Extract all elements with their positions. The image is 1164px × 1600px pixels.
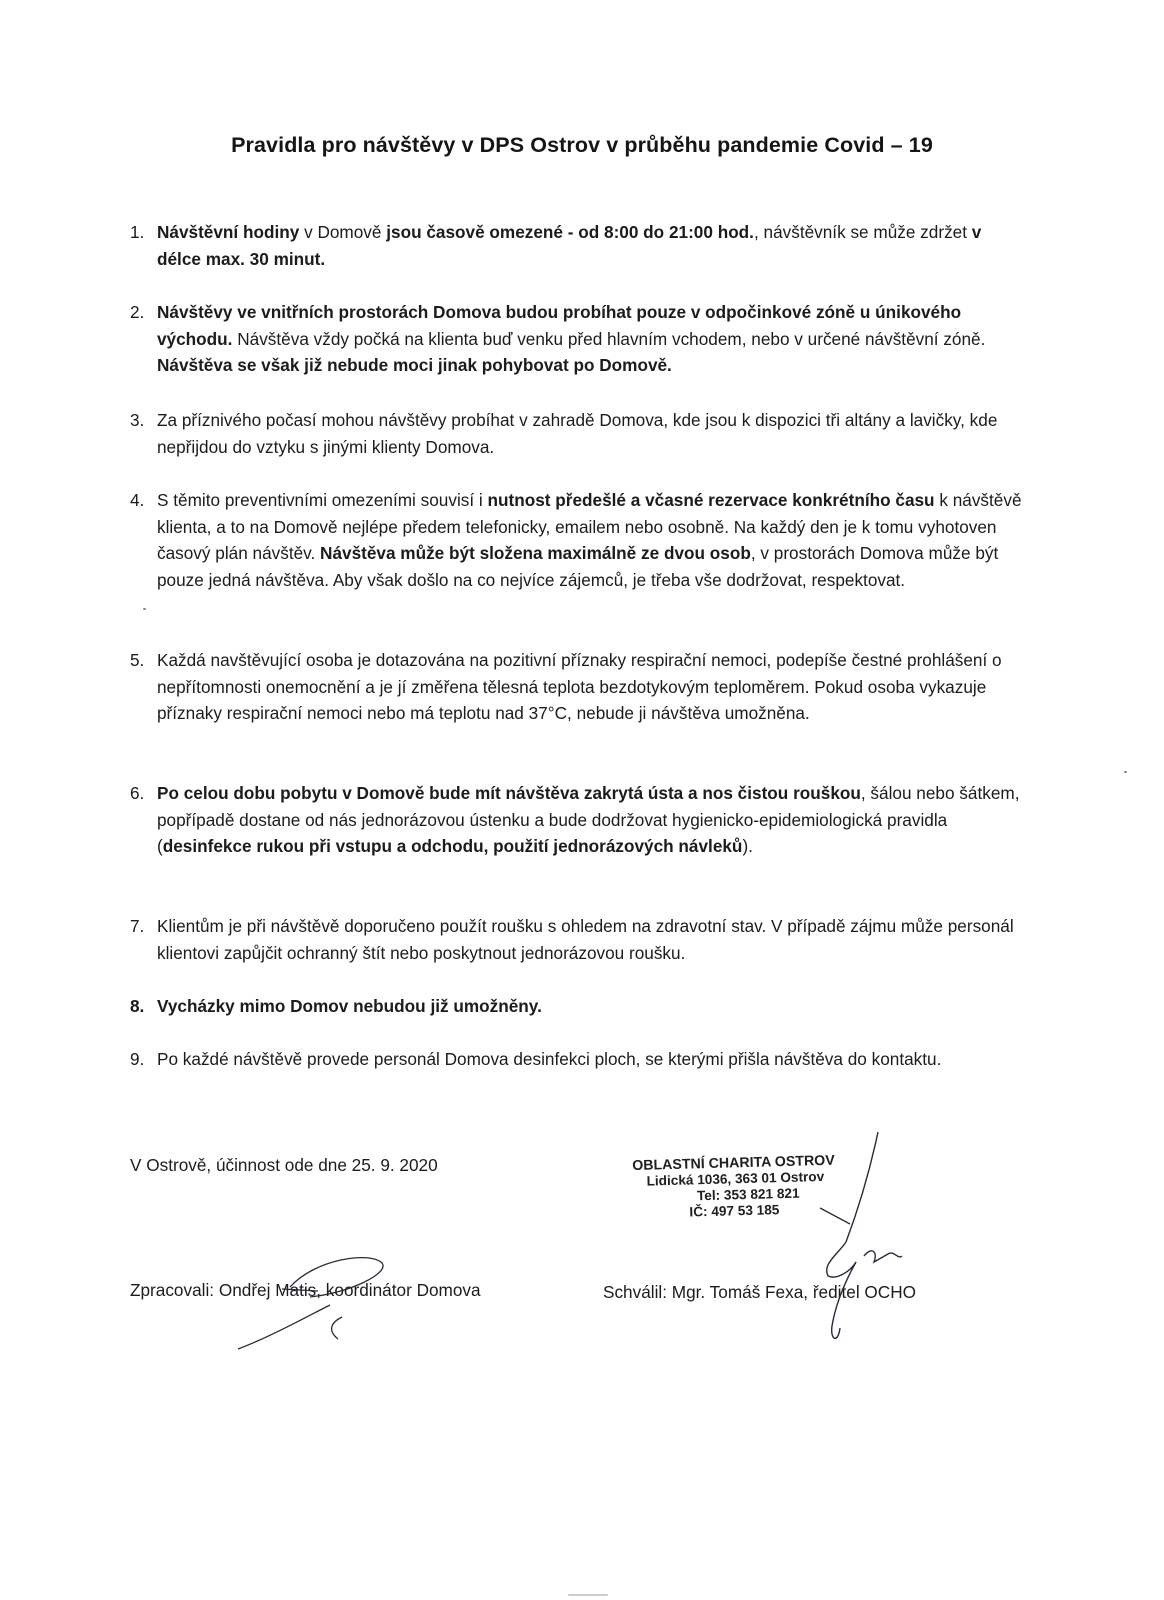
rule-item-3 [130,407,1030,460]
text-segment: , v prostorách Domova může být pouze jedná návštěva. Aby však došlo na co nejvíce zájemců, je třeba vše dodržovat, respektovat. [157,543,999,591]
rule-text [157,993,1030,1020]
text-segment: Každá navštěvující osoba je dotazována na pozitivní příznaky respirační nemoci, podepíše čestné prohlášení o nepřítomnosti onemocnění a je jí změřena tělesná teplota bezdotykovým teploměrem. Pokud osoba vykazuje příznaky respirační nemoci nebo má teplotu nad 37°C, nebude ji návštěva umožněna. [157,650,1002,724]
text-segment: , návštěvník se může zdržet [753,222,972,242]
stamp-phone: Tel: 353 821 821 [696,1185,800,1204]
rule-text [157,407,1030,460]
rule-item-1 [130,219,1030,272]
text-segment: S těmito preventivními omezeními souvisí i [157,490,488,510]
rule-item-4 [130,487,1030,594]
rule-number: 4. [130,490,145,510]
rule-text [157,299,1030,379]
text-segment: Klientům je při návštěvě doporučeno použít roušku s ohledem na zdravotní stav. V případě zájmu může personál klientovi zapůjčit ochranný štít nebo poskytnout jednorázovou roušku. [157,916,1014,963]
bold-text: Návštěva může být složena maximálně ze dvou osob [320,543,751,564]
stamp-org-name: OBLASTNÍ CHARITA OSTROV [632,1152,835,1174]
rule-text [157,1046,1030,1073]
rule-item-5 [130,647,1030,727]
rule-number: 6. [130,783,145,803]
bold-text: Vycházky mimo Domov nebudou již umožněny. [157,996,542,1016]
rule-text [157,647,1030,727]
rule-number: 5. [130,650,145,670]
stamp-address: Lidická 1036, 363 01 Ostrov [646,1168,825,1189]
rule-number: 2. [130,302,145,322]
bold-text: Návštěvní hodiny [157,222,300,242]
scan-speck [1124,771,1127,773]
bold-text: desinfekce rukou při vstupu a odchodu, použití jednorázových návleků [162,836,743,857]
text-segment: Po každé návštěvě provede personál Domova desinfekci ploch, se kterými přišla návštěva do kontaktu. [157,1049,942,1069]
rule-item-9 [130,1046,1030,1073]
text-segment: ). [742,836,753,857]
rule-item-6 [130,780,1030,860]
bold-text: Návštěva se však již nebude moci jinak pohybovat po Domově. [157,355,672,376]
rule-text [157,487,1030,594]
bold-text: nutnost předešlé a včasné rezervace konkrétního času [487,490,935,510]
rule-item-2 [130,299,1030,379]
text-segment: Návštěva vždy počká na klienta buď venku před hlavním vchodem, nebo v určené návštěvní zóně. [232,328,986,349]
rule-item-8 [130,993,1030,1020]
scan-speck [568,1594,608,1596]
rule-text [157,780,1030,860]
prepared-by-text: Zpracovali: Ondřej Matis, koordinátor Domova [130,1280,481,1300]
director-signature [780,1130,920,1350]
approved-by-text: Schválil: Mgr. Tomáš Fexa, ředitel OCHO [603,1282,916,1302]
rule-number: 3. [130,410,145,430]
text-segment: , šálou nebo šátkem, popřípadě dostane od nás jednorázovou ústenku a bude dodržovat hygienicko-epidemiologická pravidla ( [157,783,1020,857]
text-segment: v Domově [299,222,387,242]
preparer-signature [230,1245,400,1355]
bold-text: Návštěvy ve vnitřních prostorách Domova budou probíhat pouze v odpočinkové zóně u únikového východu. [157,302,962,349]
scan-speck [143,608,146,610]
effective-date-text: V Ostrově, účinnost ode dne 25. 9. 2020 [130,1155,438,1175]
stamp-company-id: IČ: 497 53 185 [689,1202,780,1220]
text-segment: Za příznivého počasí mohou návštěvy probíhat v zahradě Domova, kde jsou k dispozici tři altány a lavičky, kde nepřijdou do vztyku s jinými klienty Domova. [157,410,998,457]
rule-text [157,219,1030,272]
rule-number: 7. [130,916,145,936]
rule-number: 1. [130,222,145,242]
document-title: Pravidla pro návštěvy v DPS Ostrov v průběhu pandemie Covid – 19 [231,133,933,157]
rule-text [157,913,1030,966]
rule-number: 9. [130,1049,145,1069]
bold-text: v délce max. 30 minut. [157,222,982,269]
rule-number: 8. [130,996,145,1016]
bold-text: jsou časově omezené - od 8:00 do 21:00 hod. [386,222,754,242]
bold-text: Po celou dobu pobytu v Domově bude mít návštěva zakrytá ústa a nos čistou rouškou [157,783,861,803]
text-segment: k návštěvě klienta, a to na Domově nejlépe předem telefonicky, emailem nebo osobně. Na každý den je k tomu vyhotoven časový plán návštěv. [157,490,1022,564]
rule-item-7 [130,913,1030,966]
